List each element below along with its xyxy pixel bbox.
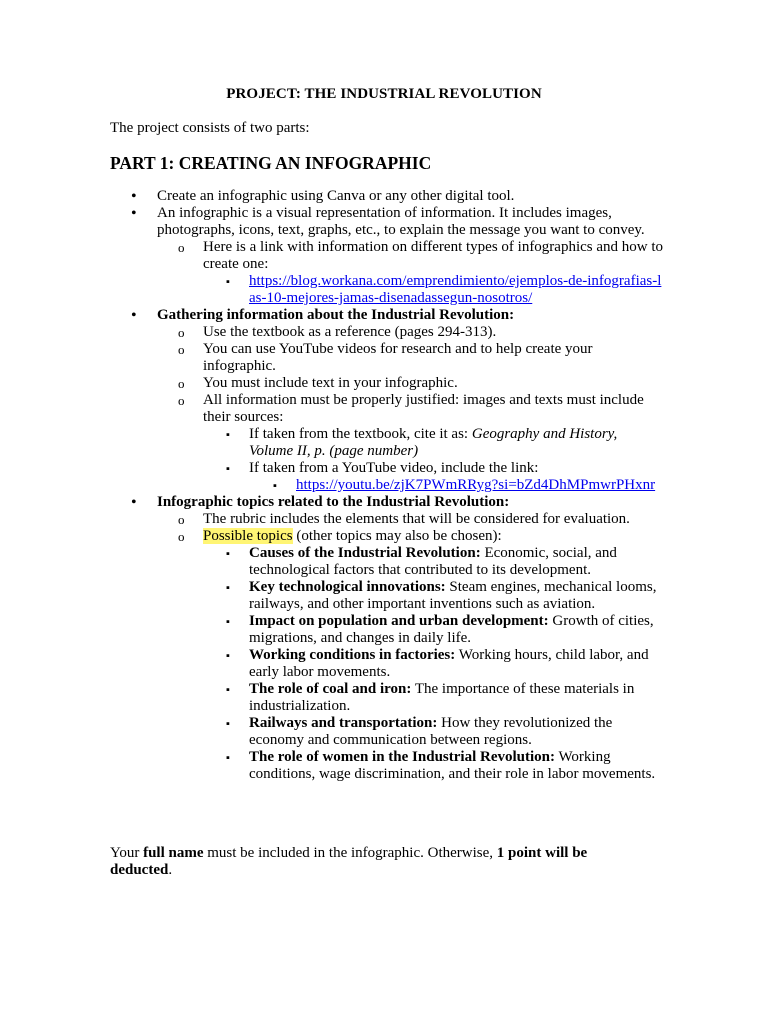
square-bullet-icon: ▪ [226, 650, 230, 662]
list-item: • Create an infographic using Canva or any other digital tool. [131, 188, 515, 205]
circle-bullet-icon: o [178, 376, 185, 391]
topic-item: ▪ The role of coal and iron: The importance of these materials in industrialization. [226, 681, 635, 714]
topic-item: ▪ Causes of the Industrial Revolution: Economic, social, and technological factors that contributed to its development. [226, 545, 617, 578]
circle-bullet-icon: o [178, 240, 185, 255]
square-bullet-icon: ▪ [226, 276, 230, 288]
list-item [0, 477, 665, 494]
list-item: o Use the textbook as a reference (pages 294-313). [178, 324, 497, 340]
part1-heading: PART 1: CREATING AN INFOGRAPHIC [110, 153, 432, 173]
list-item: ▪ If taken from a YouTube video, include the link: [226, 460, 539, 476]
topic-item: ▪ Key technological innovations: Steam engines, mechanical looms, railways, and other important inventions such as aviation. [226, 579, 657, 612]
highlighted-text: Possible topics [203, 528, 293, 544]
square-bullet-icon: ▪ [226, 718, 230, 730]
disc-bullet-icon: • [131, 188, 137, 205]
topic-item: ▪ Impact on population and urban development: Growth of cities, migrations, and changes in daily life. [226, 613, 654, 646]
intro-text: The project consists of two parts: [110, 120, 310, 136]
list-item: o Here is a link with information on different types of infographics and how to create one: [178, 239, 664, 272]
page-title: PROJECT: THE INDUSTRIAL REVOLUTION [226, 86, 542, 102]
list-item: o You can use YouTube videos for research and to help create your infographic. [178, 341, 593, 374]
circle-bullet-icon: o [178, 342, 185, 357]
list-item [0, 273, 665, 307]
topic-item: ▪ Working conditions in factories: Working hours, child labor, and early labor movements. [226, 647, 649, 680]
list-item: o All information must be properly justified: images and texts must include their sources: [178, 392, 644, 425]
list-item: • Gathering information about the Industrial Revolution: [131, 307, 515, 324]
list-item: • An infographic is a visual representation of information. It includes images, photographs, icons, text, graphs, etc., to explain the message you want to convey. [131, 205, 645, 238]
disc-bullet-icon: • [131, 307, 137, 324]
circle-bullet-icon: o [178, 512, 185, 527]
footer-note: Your full name must be included in the infographic. Otherwise, 1 point will be deducted. [110, 845, 588, 878]
youtube-link[interactable]: https://youtu.be/zjK7PWmRRyg?si=bZd4DhMPmwrPHxnr [296, 477, 656, 493]
list-item: o The rubric includes the elements that will be considered for evaluation. [178, 511, 630, 527]
square-bullet-icon: ▪ [226, 684, 230, 696]
square-bullet-icon: ▪ [226, 752, 230, 764]
list-item: • Infographic topics related to the Industrial Revolution: [131, 494, 510, 511]
square-bullet-icon: ▪ [226, 582, 230, 594]
disc-bullet-icon: • [131, 494, 137, 511]
list-item: ▪ If taken from the textbook, cite it as: Geography and History, Volume II, p. (page number) [226, 426, 618, 459]
list-item: o You must include text in your infographic. [178, 375, 458, 391]
list-item: o Possible topics (other topics may also be chosen): [178, 528, 502, 544]
circle-bullet-icon: o [178, 529, 185, 544]
disc-bullet-icon: • [131, 205, 137, 222]
topic-item: ▪ Railways and transportation: How they revolutionized the economy and communication between regions. [226, 715, 613, 748]
square-bullet-icon: ▪ [226, 548, 230, 560]
bullet-list [0, 188, 768, 783]
circle-bullet-icon: o [178, 393, 185, 408]
square-bullet-icon: ▪ [273, 480, 277, 492]
topic-item: ▪ The role of women in the Industrial Revolution: Working conditions, wage discrimination, and their role in labor movements. [226, 749, 656, 782]
square-bullet-icon: ▪ [226, 429, 230, 441]
square-bullet-icon: ▪ [226, 463, 230, 475]
circle-bullet-icon: o [178, 325, 185, 340]
infographics-link[interactable]: https://blog.workana.com/emprendimiento/ejemplos-de-infografias-las-10-mejores-jamas-disenadassegun-nosotros/ [249, 273, 662, 306]
square-bullet-icon: ▪ [226, 616, 230, 628]
